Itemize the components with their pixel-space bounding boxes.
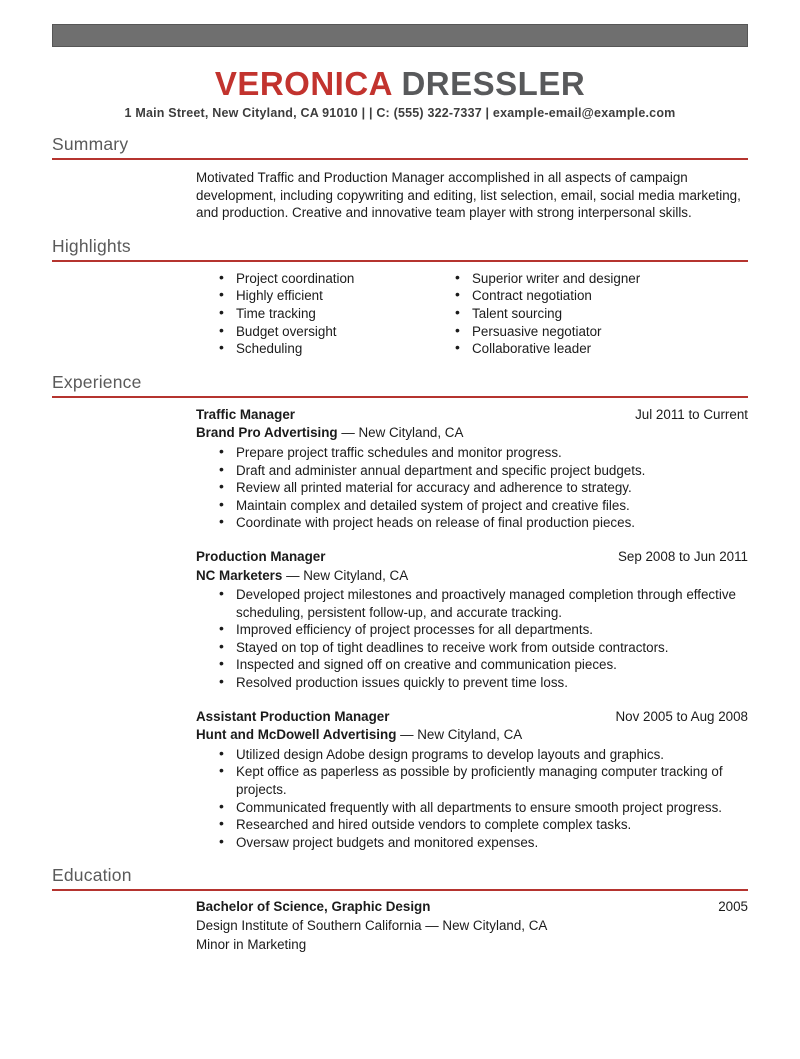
job-bullet: • Improved efficiency of project processes for all departments.: [218, 621, 748, 639]
highlight-item: • Contract negotiation: [454, 287, 748, 305]
summary-heading: Summary: [52, 134, 748, 160]
candidate-last-name: DRESSLER: [401, 65, 586, 102]
job-bullet: • Maintain complex and detailed system of project and creative files.: [218, 497, 748, 515]
job-header-row: [196, 548, 748, 566]
job-company-line: [196, 726, 748, 744]
job-bullet: • Utilized design Adobe design programs to develop layouts and graphics.: [218, 746, 748, 764]
education-content: [196, 898, 748, 953]
candidate-first-name: VERONICA: [214, 65, 392, 102]
job-company-line: [196, 567, 748, 585]
job-header-row: [196, 406, 748, 424]
highlight-item: • Talent sourcing: [454, 305, 748, 323]
dash-separator: —: [400, 727, 414, 743]
highlight-item: • Time tracking: [218, 305, 432, 323]
job-dates: Sep 2008 to Jun 2011: [617, 548, 748, 564]
job-bullet: • Oversaw project budgets and monitored expenses.: [218, 834, 748, 852]
school-name: Design Institute of Southern California: [196, 918, 422, 933]
job-location: New Cityland, CA: [303, 567, 409, 583]
highlight-item: • Budget oversight: [218, 323, 432, 341]
job-company-line: [196, 424, 748, 442]
dash-separator: —: [341, 425, 355, 441]
school-line: [196, 917, 748, 935]
job-dates: Jul 2011 to Current: [635, 406, 748, 422]
job-title: Production Manager: [196, 548, 326, 564]
job-header-row: [196, 708, 748, 726]
section-education: [52, 865, 748, 953]
job-bullet: • Prepare project traffic schedules and monitor progress.: [218, 444, 748, 462]
resume-page: [0, 24, 800, 953]
experience-heading: Experience: [52, 372, 748, 398]
highlights-content: [196, 270, 748, 358]
education-header-row: [196, 898, 748, 916]
summary-content: [196, 169, 748, 222]
section-summary: [52, 134, 748, 222]
highlight-item: • Project coordination: [218, 270, 432, 288]
job-location: New Cityland, CA: [417, 727, 523, 743]
highlight-item: • Scheduling: [218, 340, 432, 358]
minor-line: Minor in Marketing: [196, 936, 307, 952]
contact-line: 1 Main Street, New Cityland, CA 91010 | | C: (555) 322-7337 | example-email@example.com: [124, 106, 676, 120]
graduation-year: 2005: [718, 899, 748, 915]
job-bullet: • Draft and administer annual department and specific project budgets.: [218, 462, 748, 480]
highlights-columns: [196, 270, 748, 358]
highlights-column-2: [432, 270, 748, 358]
experience-job: [196, 708, 748, 852]
degree-name: Bachelor of Science, Graphic Design: [196, 899, 431, 915]
job-bullet-list: [196, 444, 748, 532]
highlight-item: • Persuasive negotiator: [454, 323, 748, 341]
experience-job: [196, 406, 748, 532]
education-location: New Cityland, CA: [442, 918, 548, 933]
job-dates: Nov 2005 to Aug 2008: [615, 708, 748, 724]
section-highlights: [52, 236, 748, 358]
job-title: Traffic Manager: [196, 406, 295, 422]
experience-content: [196, 406, 748, 852]
job-bullet: • Researched and hired outside vendors to complete complex tasks.: [218, 816, 748, 834]
job-bullet: • Review all printed material for accuracy and adherence to strategy.: [218, 479, 748, 497]
job-bullet: • Kept office as paperless as possible by proficiently managing computer tracking of projects.: [218, 763, 748, 798]
job-company: Brand Pro Advertising: [196, 425, 338, 441]
highlight-item: • Collaborative leader: [454, 340, 748, 358]
header-bar: [52, 24, 748, 47]
highlight-item: • Superior writer and designer: [454, 270, 748, 288]
job-title: Assistant Production Manager: [196, 708, 390, 724]
candidate-name: [52, 66, 748, 102]
highlights-heading: Highlights: [52, 236, 748, 262]
experience-job: [196, 548, 748, 692]
job-bullet: • Inspected and signed off on creative and communication pieces.: [218, 656, 748, 674]
highlight-item: • Highly efficient: [218, 287, 432, 305]
job-bullet: • Communicated frequently with all departments to ensure smooth project progress.: [218, 799, 748, 817]
highlights-column-1: [196, 270, 432, 358]
dash-separator: —: [286, 567, 300, 583]
job-bullet: • Resolved production issues quickly to prevent time loss.: [218, 674, 748, 692]
job-company: NC Marketers: [196, 567, 283, 583]
job-bullet: • Developed project milestones and proactively managed completion through effective scheduling, persistent follow-up, and accurate tracking.: [218, 586, 748, 621]
job-bullet-list: [196, 586, 748, 692]
job-bullet-list: [196, 746, 748, 852]
job-location: New Cityland, CA: [358, 425, 464, 441]
summary-text: Motivated Traffic and Production Manager accomplished in all aspects of campaign development, including copywriting and editing, list selection, email, social media marketing, and production. Creative and innovative team player with strong interpersonal skills.: [196, 170, 741, 221]
section-experience: [52, 372, 748, 852]
education-heading: Education: [52, 865, 748, 891]
job-company: Hunt and McDowell Advertising: [196, 727, 397, 743]
job-bullet: • Stayed on top of tight deadlines to receive work from outside contractors.: [218, 639, 748, 657]
dash-separator: —: [425, 918, 439, 933]
job-bullet: • Coordinate with project heads on release of final production pieces.: [218, 514, 748, 532]
